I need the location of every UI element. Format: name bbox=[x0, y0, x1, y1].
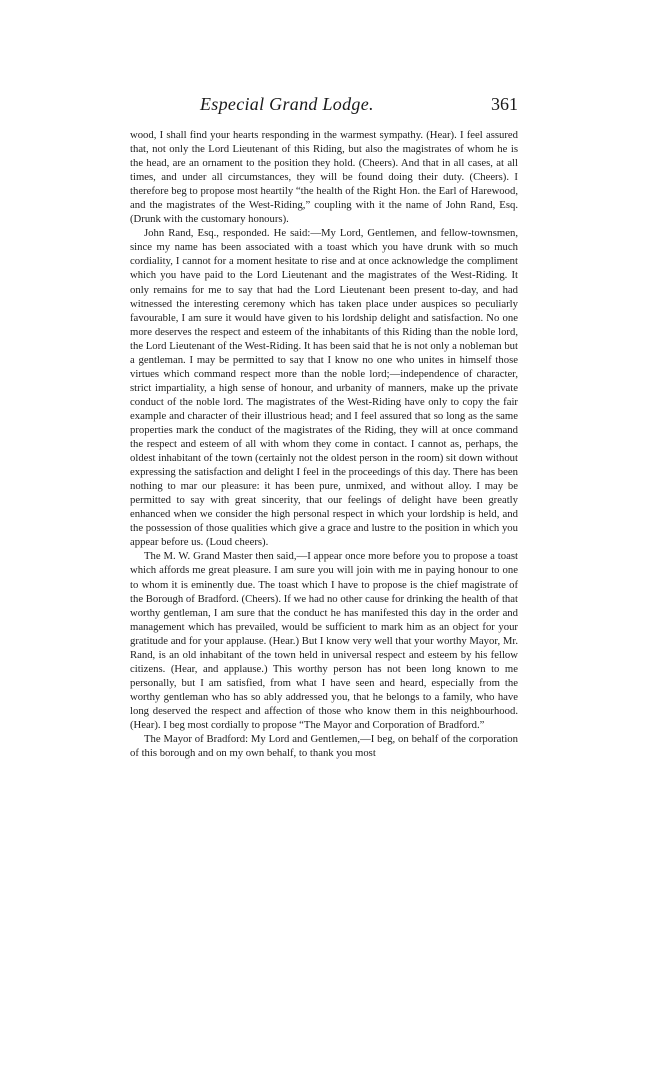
running-title: Especial Grand Lodge. bbox=[200, 94, 374, 114]
body-text bbox=[130, 128, 518, 760]
page-number: 361 bbox=[491, 94, 518, 114]
paragraph-john-rand-response: John Rand, Esq., responded. He said:—My Lord, Gentlemen, and fellow-townsmen, since my name has been associated with a toast which you have drunk with so much cordiality, I cannot for a moment hesitate to rise and at once acknowledge the compliment which you have paid to the Lord Lieutenant and the magistrates of the West-Riding. It only remains for me to say that had the Lord Lieutenant been present to-day, and had witnessed the interesting ceremony which has taken place under auspices so peculiarly favourable, I am sure it would have given to his lordship delight and satisfaction. No one more deserves the respect and esteem of the inhabitants of this Riding than the noble lord, the Lord Lieutenant of the West-Riding. It has been said that he is not only a nobleman but a gentleman. I may be permitted to say that I know no one who unites in himself those virtues which command respect more than the noble lord;—independence of character, strict impartiality, a high sense of honour, and urbanity of manners, make up the private conduct of the noble lord. The magistrates of the West-Riding have only to copy the fair example and character of their illustrious head; and I feel assured that so long as the same properties mark the conduct of the magistrates of the Riding, they will at once command the respect and esteem of all with whom they come in contact. I cannot as, perhaps, the oldest inhabitant of the town (certainly not the oldest person in the room) sit down without expressing the satisfaction and delight I feel in the proceedings of this day. There has been nothing to mar our pleasure: it has been pure, unmixed, and without alloy. I may be permitted to say with great sincerity, that our feelings of delight have been greatly enhanced when we consider the high personal respect in which your lordship is held, and the possession of those qualities which give a grace and lustre to the position in which you appear before us. (Loud cheers). bbox=[130, 227, 518, 549]
paragraph-mayor-response: The Mayor of Bradford: My Lord and Gentlemen,—I beg, on behalf of the corporation of this borough and on my own behalf, to thank you most bbox=[130, 733, 518, 760]
paragraph-continued: wood, I shall find your hearts responding in the warmest sympathy. (Hear). I feel assured that, not only the Lord Lieutenant of this Riding, but also the magistrates of whom he is the head, are an ornament to the position they hold. (Cheers). And that in all cases, at all times, and under all circumstances, they will be found doing their duty. (Cheers). I therefore beg to propose most heartily “the health of the Right Hon. the Earl of Harewood, and the magistrates of the West-Riding,” coupling with it the name of John Rand, Esq. (Drunk with the customary honours). bbox=[130, 129, 518, 226]
page-header bbox=[130, 94, 518, 116]
paragraph-grand-master-toast: The M. W. Grand Master then said,—I appear once more before you to propose a toast which affords me great pleasure. I am sure you will join with me in paying honour to one to whom it is eminently due. The toast which I have to propose is the chief magistrate of the Borough of Bradford. (Cheers). If we had no other cause for drinking the health of that worthy gentleman, I am sure that the conduct he has manifested this day in the order and management which has prevailed, would be sufficient to mark him as an object for your gratitude and for your applause. (Hear.) But I know very well that your worthy Mayor, Mr. Rand, is an old inhabitant of the town held in universal respect and esteem by his fellow citizens. (Hear, and applause.) This worthy person has not been long known to me personally, but I am satisfied, from what I have seen and heard, especially from the worthy gentleman who has so ably addressed you, that he belongs to a family, who have long deserved the respect and affection of those who know them in this neighbourhood. (Hear). I beg most cordially to propose “The Mayor and Corporation of Bradford.” bbox=[130, 550, 518, 731]
